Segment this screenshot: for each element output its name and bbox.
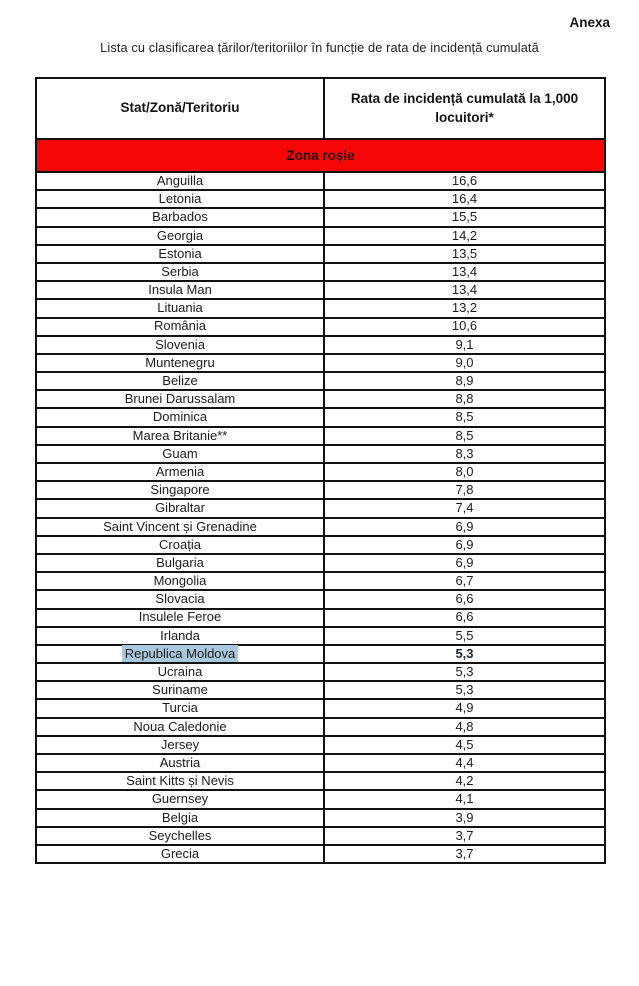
value-cell: [324, 645, 605, 663]
country-label: Estonia: [158, 245, 202, 261]
value-cell: [324, 754, 605, 772]
value-cell: [324, 536, 605, 554]
value-label: 8,3: [455, 445, 474, 461]
country-label: Saint Vincent și Grenadine: [103, 518, 257, 534]
value-cell: [324, 408, 605, 426]
table-row: [36, 208, 605, 226]
table-body: [36, 139, 605, 863]
table-row: [36, 372, 605, 390]
country-label: Austria: [159, 754, 201, 770]
value-label: 15,5: [451, 209, 478, 225]
table-row: [36, 572, 605, 590]
table-row: [36, 518, 605, 536]
country-cell: [36, 572, 324, 590]
country-cell: [36, 772, 324, 790]
country-label: Insulele Feroe: [138, 609, 222, 625]
value-cell: [324, 809, 605, 827]
table-row: [36, 336, 605, 354]
table-row: [36, 845, 605, 863]
table-row: [36, 736, 605, 754]
country-cell: [36, 554, 324, 572]
value-cell: [324, 427, 605, 445]
country-cell: [36, 790, 324, 808]
value-label: 7,8: [455, 482, 474, 498]
country-label: Jersey: [160, 736, 200, 752]
value-cell: [324, 463, 605, 481]
value-cell: [324, 590, 605, 608]
value-cell: [324, 299, 605, 317]
country-cell: [36, 627, 324, 645]
value-label: 3,9: [455, 809, 474, 825]
country-cell: [36, 281, 324, 299]
value-label: 6,9: [455, 536, 474, 552]
country-cell: [36, 390, 324, 408]
table-row: [36, 172, 605, 190]
value-label: 8,5: [455, 409, 474, 425]
value-label: 4,2: [455, 773, 474, 789]
table-row: [36, 627, 605, 645]
value-cell: [324, 499, 605, 517]
table-row: [36, 772, 605, 790]
country-label: Insula Man: [148, 282, 212, 298]
value-label: 13,4: [451, 263, 478, 279]
table-row: [36, 390, 605, 408]
value-cell: [324, 827, 605, 845]
value-label: 16,6: [451, 172, 478, 188]
value-label: 14,2: [451, 227, 478, 243]
country-cell: [36, 827, 324, 845]
country-cell: [36, 481, 324, 499]
country-cell: [36, 445, 324, 463]
country-cell: [36, 609, 324, 627]
country-label: Georgia: [156, 227, 204, 243]
table-row: [36, 609, 605, 627]
value-label: 13,2: [451, 300, 478, 316]
value-label: 4,8: [455, 718, 474, 734]
table-row: [36, 190, 605, 208]
value-cell: [324, 281, 605, 299]
country-label: Singapore: [150, 482, 210, 498]
table-row: [36, 663, 605, 681]
country-cell: [36, 245, 324, 263]
value-label: 13,5: [451, 245, 478, 261]
value-cell: [324, 245, 605, 263]
country-label: Irlanda: [160, 627, 200, 643]
value-cell: [324, 699, 605, 717]
value-label: 13,4: [451, 282, 478, 298]
country-cell: [36, 645, 324, 663]
country-label: Guam: [162, 445, 198, 461]
value-cell: [324, 627, 605, 645]
table-header: [36, 78, 605, 139]
country-label: Letonia: [158, 191, 202, 207]
country-label: Dominica: [152, 409, 208, 425]
value-label: 4,5: [455, 736, 474, 752]
country-label: Belize: [162, 373, 198, 388]
table-row: [36, 790, 605, 808]
table-row: [36, 645, 605, 663]
table-row: [36, 536, 605, 554]
country-label: România: [153, 318, 207, 334]
value-cell: [324, 681, 605, 699]
table-row: [36, 227, 605, 245]
country-label: Grecia: [160, 845, 200, 861]
table-row: [36, 299, 605, 317]
value-label: 8,9: [455, 373, 474, 388]
country-cell: [36, 754, 324, 772]
country-label: Saint Kitts și Nevis: [126, 773, 234, 789]
country-cell: [36, 408, 324, 426]
value-label: 6,6: [455, 609, 474, 625]
country-label: Marea Britanie**: [132, 427, 228, 443]
country-cell: [36, 427, 324, 445]
page-title: Lista cu clasificarea țărilor/teritoriilor în funcție de rata de incidență cumulată: [100, 40, 539, 55]
country-cell: [36, 736, 324, 754]
value-cell: [324, 227, 605, 245]
value-label: 4,4: [455, 754, 474, 770]
country-cell: [36, 809, 324, 827]
table-row: [36, 463, 605, 481]
country-label: Brunei Darussalam: [124, 391, 236, 407]
value-label: 5,3: [455, 682, 474, 698]
country-cell: [36, 590, 324, 608]
table-row: [36, 699, 605, 717]
table-row: [36, 827, 605, 845]
annex-label: Anexa: [569, 15, 610, 30]
column-header-country: Stat/Zonă/Teritoriu: [36, 78, 324, 139]
country-label: Serbia: [161, 263, 199, 279]
country-label: Noua Caledonie: [133, 718, 227, 734]
country-cell: [36, 663, 324, 681]
country-label: Slovenia: [155, 336, 205, 352]
value-label: 5,3: [455, 664, 474, 679]
country-label: Armenia: [155, 463, 205, 479]
value-cell: [324, 318, 605, 336]
table-row: [36, 809, 605, 827]
country-cell: [36, 318, 324, 336]
country-cell: [36, 354, 324, 372]
country-label: Barbados: [152, 209, 208, 225]
table-row: [36, 263, 605, 281]
value-cell: [324, 663, 605, 681]
country-cell: [36, 336, 324, 354]
value-cell: [324, 190, 605, 208]
value-cell: [324, 554, 605, 572]
zone-banner: Zona roșie: [36, 139, 605, 172]
value-label: 7,4: [455, 500, 474, 516]
table-row: [36, 318, 605, 336]
value-cell: [324, 263, 605, 281]
value-label: 6,9: [455, 554, 474, 570]
value-cell: [324, 772, 605, 790]
value-cell: [324, 736, 605, 754]
table-row: [36, 354, 605, 372]
table-row: [36, 754, 605, 772]
value-label: 8,5: [455, 427, 474, 443]
country-cell: [36, 518, 324, 536]
country-cell: [36, 208, 324, 226]
country-cell: [36, 227, 324, 245]
country-label: Belgia: [161, 809, 199, 825]
country-cell: [36, 845, 324, 863]
header-row: [36, 78, 605, 139]
country-label: Anguilla: [156, 172, 204, 188]
country-label: Seychelles: [148, 827, 212, 843]
value-label: 6,6: [455, 591, 474, 607]
value-label: 4,1: [455, 791, 474, 807]
value-cell: [324, 718, 605, 736]
value-cell: [324, 609, 605, 627]
table-row: [36, 408, 605, 426]
value-cell: [324, 208, 605, 226]
table-row: [36, 681, 605, 699]
value-label: 4,9: [455, 700, 474, 716]
country-label: Lituania: [157, 300, 203, 316]
country-label: Guernsey: [151, 791, 209, 807]
country-label: Muntenegru: [145, 354, 215, 370]
value-label: 6,9: [455, 518, 474, 534]
value-cell: [324, 518, 605, 536]
value-label: 16,4: [451, 191, 478, 207]
value-cell: [324, 572, 605, 590]
value-cell: [324, 845, 605, 863]
column-header-rate: Rata de incidență cumulată la 1,000 locuitori*: [324, 78, 605, 139]
country-cell: [36, 190, 324, 208]
country-cell: [36, 172, 324, 190]
value-label: 8,8: [455, 391, 474, 407]
value-cell: [324, 336, 605, 354]
country-cell: [36, 681, 324, 699]
value-cell: [324, 481, 605, 499]
country-label: Bulgaria: [156, 554, 204, 570]
country-label: Mongolia: [153, 573, 207, 589]
value-cell: [324, 790, 605, 808]
table-row: [36, 445, 605, 463]
value-label: 9,0: [455, 354, 474, 370]
country-label: Croația: [159, 536, 201, 552]
table-row: [36, 718, 605, 736]
table-row: [36, 281, 605, 299]
incidence-rate-table: [35, 77, 606, 864]
country-label: Turcia: [162, 700, 198, 716]
country-cell: [36, 372, 324, 390]
value-label: 6,7: [455, 573, 474, 589]
value-label: 3,7: [455, 845, 474, 861]
country-cell: [36, 299, 324, 317]
country-cell: [36, 463, 324, 481]
table-row: [36, 427, 605, 445]
country-cell: [36, 499, 324, 517]
value-cell: [324, 354, 605, 372]
value-label: 8,0: [455, 463, 474, 479]
country-label: Republica Moldova: [122, 645, 239, 662]
value-label: 9,1: [455, 336, 474, 352]
table-row: [36, 499, 605, 517]
country-cell: [36, 699, 324, 717]
table-row: [36, 245, 605, 263]
value-cell: [324, 390, 605, 408]
country-cell: [36, 263, 324, 281]
value-cell: [324, 172, 605, 190]
country-label: Suriname: [152, 682, 208, 698]
zone-banner-row: [36, 139, 605, 172]
value-label: 10,6: [451, 318, 478, 334]
value-label: 3,7: [455, 827, 474, 843]
country-label: Gibraltar: [155, 500, 205, 516]
country-label: Ucraina: [157, 664, 203, 679]
country-cell: [36, 536, 324, 554]
country-cell: [36, 718, 324, 736]
table-row: [36, 481, 605, 499]
table-row: [36, 590, 605, 608]
table-row: [36, 554, 605, 572]
value-label: 5,3: [455, 645, 474, 661]
value-label: 5,5: [455, 627, 474, 643]
value-cell: [324, 445, 605, 463]
country-label: Slovacia: [155, 591, 205, 607]
value-cell: [324, 372, 605, 390]
